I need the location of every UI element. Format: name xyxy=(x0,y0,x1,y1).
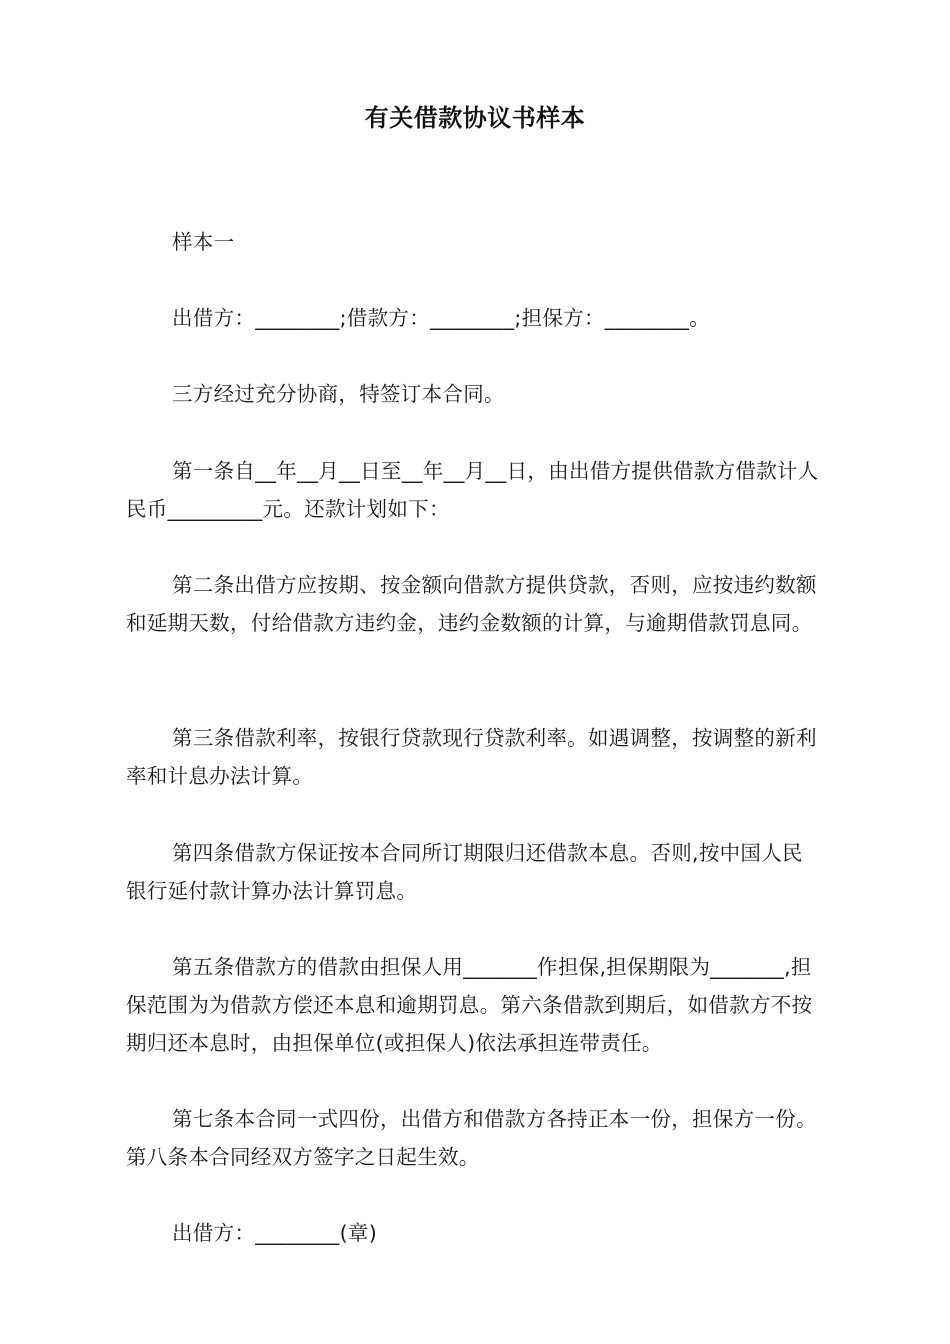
article-4-paragraph: 第四条借款方保证按本合同所订期限归还借款本息。否则,按中国人民银行延付款计算办法计算罚息。 xyxy=(126,841,803,903)
article-2-paragraph: 第二条出借方应按期、按金额向借款方提供贷款，否则，应按违约数额和延期天数，付给借款方违约金，违约金数额的计算，与逾期借款罚息同。 xyxy=(126,573,817,635)
document-title: 有关借款协议书样本 xyxy=(364,104,586,132)
article-1-paragraph: 第一条自__年__月__日至__年__月__日，由出借方提供借款方借款计人民币_________元。还款计划如下： xyxy=(126,459,819,521)
article-7-8-paragraph: 第七条本合同一式四份，出借方和借款方各持正本一份，担保方一份。第八条本合同经双方签字之日起生效。 xyxy=(126,1107,817,1169)
lender-signature-line: 出借方：________(章) xyxy=(172,1221,377,1245)
article-3-paragraph: 第三条借款利率，按银行贷款现行贷款利率。如遇调整，按调整的新利率和计息办法计算。 xyxy=(126,726,817,788)
intro-paragraph: 三方经过充分协商，特签订本合同。 xyxy=(172,382,505,406)
article-5-6-paragraph: 第五条借款方的借款由担保人用_______作担保,担保期限为_______,担保范围为为借款方偿还本息和逾期罚息。第六条借款到期后，如借款方不按期归还本息时，由担保单位(或担保人)依法承担连带责任。 xyxy=(126,955,813,1055)
parties-line: 出借方：________;借款方：________;担保方：________。 xyxy=(172,306,711,330)
sample-heading: 样本一 xyxy=(172,230,235,254)
